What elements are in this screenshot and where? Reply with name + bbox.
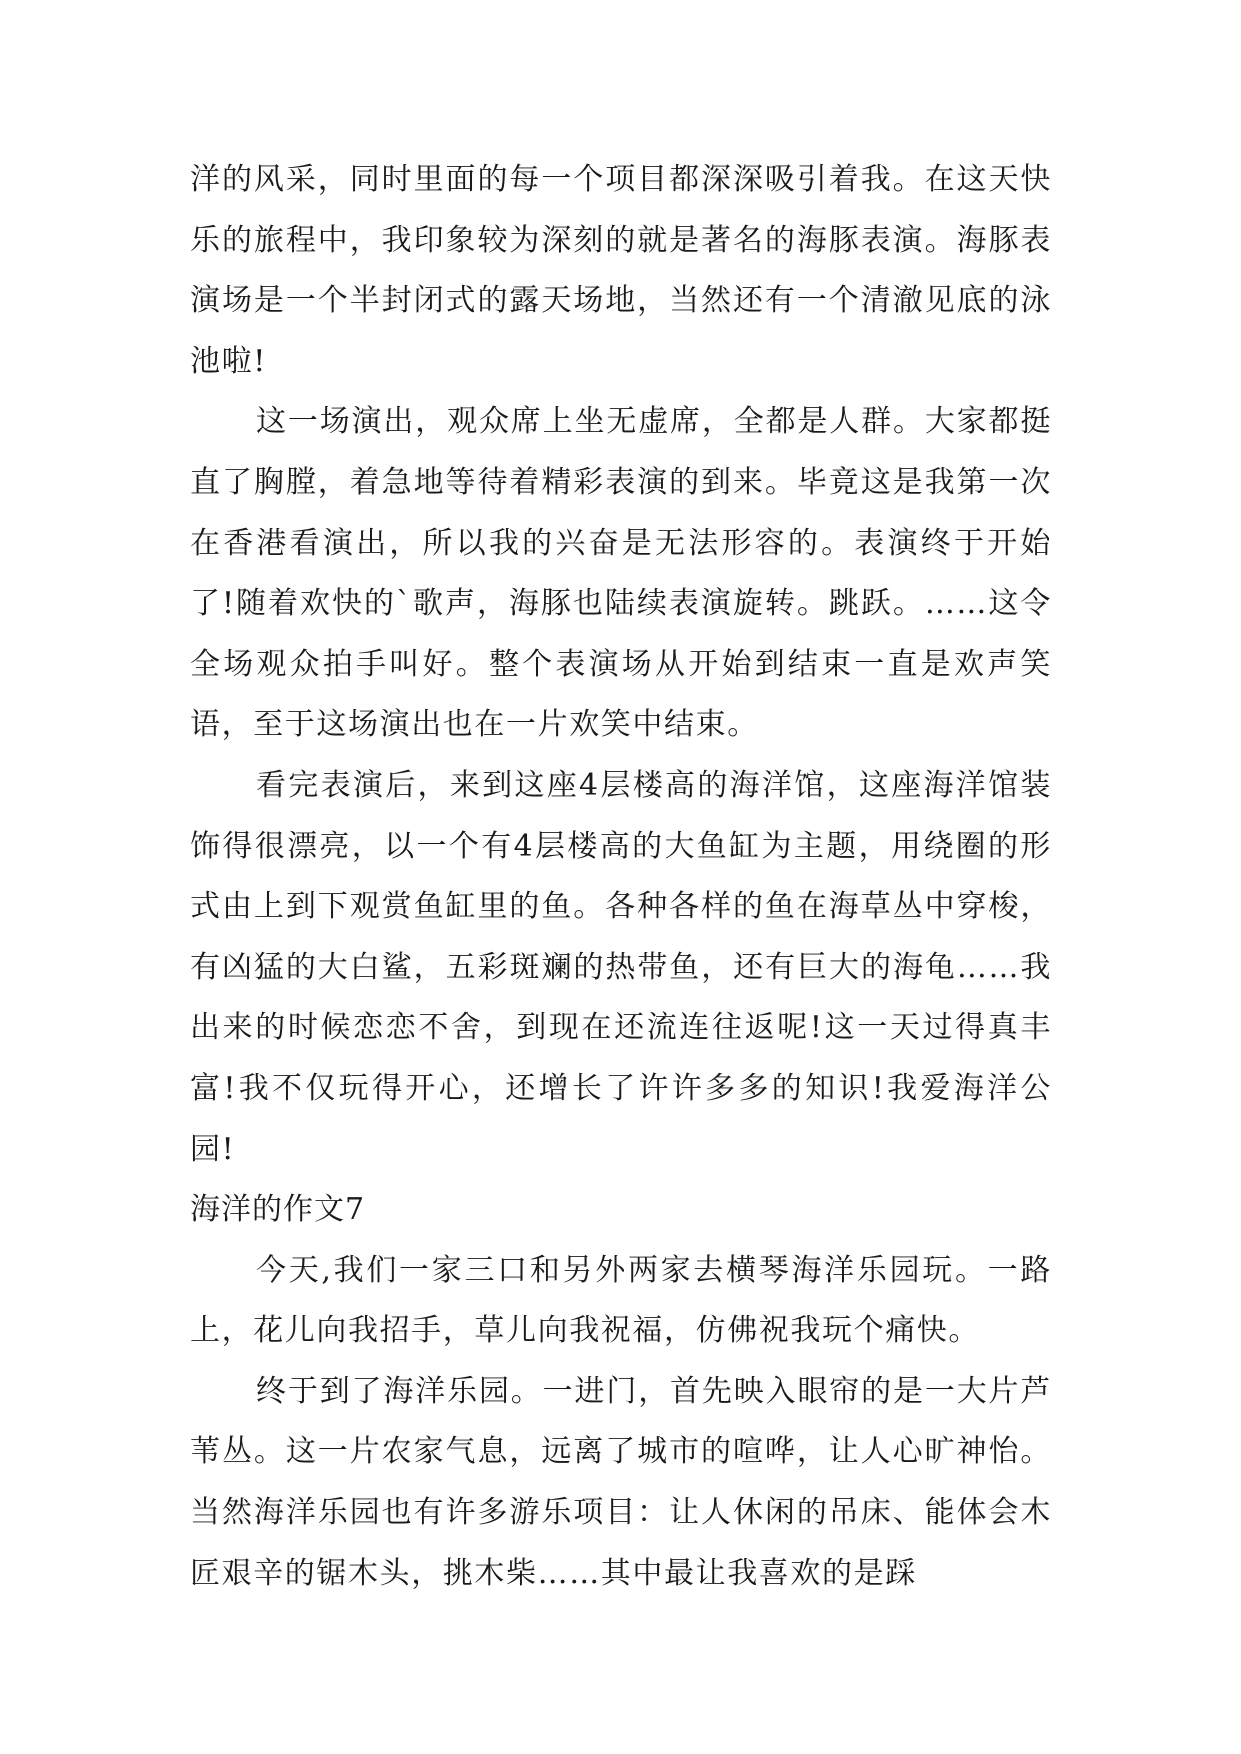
paragraph-aquarium: 看完表演后，来到这座4层楼高的海洋馆，这座海洋馆装饰得很漂亮，以一个有4层楼高的大鱼缸为主题，用绕圈的形式由上到下观赏鱼缸里的鱼。各种各样的鱼在海草丛中穿梭，有凶猛的大白鲨，五彩斑斓的热带鱼，还有巨大的海龟……我出来的时候恋恋不舍，到现在还流连往返呢!这一天过得真丰富!我不仅玩得开心，还增长了许许多多的知识!我爱海洋公园! [190, 767, 1052, 1167]
paragraph-trip-start: 今天,我们一家三口和另外两家去横琴海洋乐园玩。一路上，花儿向我招手，草儿向我祝福，仿佛祝我玩个痛快。 [190, 1252, 1052, 1349]
paragraph-continuation: 洋的风采，同时里面的每一个项目都深深吸引着我。在这天快乐的旅程中，我印象较为深刻的就是著名的海豚表演。海豚表演场是一个半封闭式的露天场地，当然还有一个清澈见底的泳池啦! [190, 162, 1052, 379]
paragraph-dolphin-show: 这一场演出，观众席上坐无虚席，全都是人群。大家都挺直了胸膛，着急地等待着精彩表演的到来。毕竟这是我第一次在香港看演出，所以我的兴奋是无法形容的。表演终于开始了!随着欢快的`歌声，海豚也陆续表演旋转。跳跃。……这令全场观众拍手叫好。整个表演场从开始到结束一直是欢声笑语，至于这场演出也在一片欢笑中结束。 [190, 404, 1052, 743]
paragraph-ocean-park: 终于到了海洋乐园。一进门，首先映入眼帘的是一大片芦苇丛。这一片农家气息，远离了城市的喧哗，让人心旷神怡。当然海洋乐园也有许多游乐项目：让人休闲的吊床、能体会木匠艰辛的锯木头，挑木柴……其中最让我喜欢的是踩 [190, 1373, 1052, 1591]
essay-heading: 海洋的作文7 [190, 1192, 366, 1228]
document-page [190, 150, 1052, 1604]
